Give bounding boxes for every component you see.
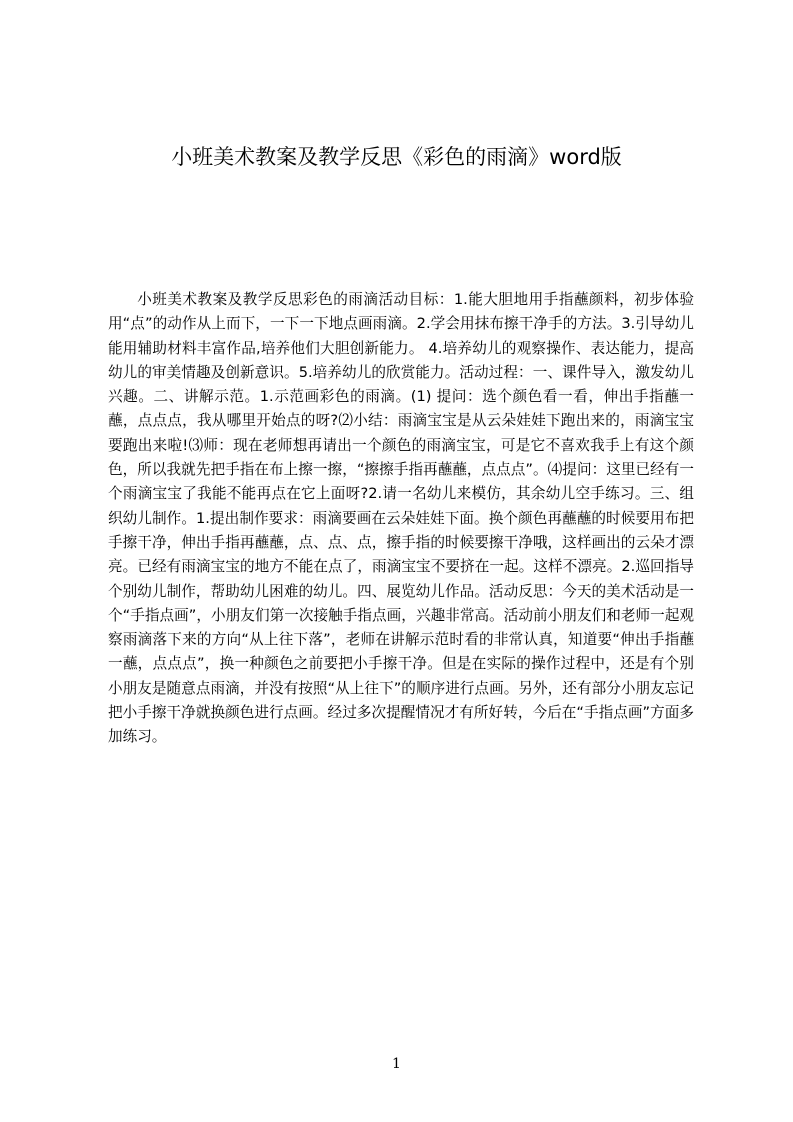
document-body-paragraph: 小班美术教案及教学反思彩色的雨滴活动目标：1.能大胆地用手指蘸颜料，初步体验用“点”的动作从上而下，一下一下地点画雨滴。2.学会用抹布擦干净手的方法。3.引导幼儿能用辅助材料丰富作品,培养他们大胆创新能力。 4.培养幼儿的观察操作、表达能力，提高幼儿的审美情趣及创新意识。5.培养幼儿的欣赏能力。活动过程：一、课件导入，激发幼儿兴趣。二、讲解示范。1.示范画彩色的雨滴。(1) 提问：选个颜色看一看，伸出手指蘸一蘸，点点点，我从哪里开始点的呀?⑵小结：雨滴宝宝是从云朵娃娃下跑出来的，雨滴宝宝要跑出来啦!⑶师：现在老师想再请出一个颜色的雨滴宝宝，可是它不喜欢我手上有这个颜色，所以我就先把手指在布上擦一擦，“擦擦手指再蘸蘸，点点点”。⑷提问：这里已经有一个雨滴宝宝了我能不能再点在它上面呀?2.请一名幼儿来模仿，其余幼儿空手练习。三、组织幼儿制作。1.提出制作要求：雨滴要画在云朵娃娃下面。换个颜色再蘸蘸的时候要用布把手擦干净，伸出手指再蘸蘸，点、点、点，擦手指的时候要擦干净哦，这样画出的云朵才漂亮。已经有雨滴宝宝的地方不能在点了，雨滴宝宝不要挤在一起。这样不漂亮。2.巡回指导个别幼儿制作，帮助幼儿困难的幼儿。四、展览幼儿作品。活动反思：今天的美术活动是一个“手指点画”，小朋友们第一次接触手指点画，兴趣非常高。活动前小朋友们和老师一起观察雨滴落下来的方向“从上往下落”，老师在讲解示范时看的非常认真，知道要“伸出手指蘸一蘸，点点点”，换一种颜色之前要把小手擦干净。但是在实际的操作过程中，还是有个别小朋友是随意点雨滴，并没有按照“从上往下”的顺序进行点画。另外，还有部分小朋友忘记把小手擦干净就换颜色进行点画。经过多次提醒情况才有所好转，今后在“手指点画”方面多加练习。	[108, 291, 694, 746]
document-title: 小班美术教案及教学反思《彩色的雨滴》word版	[171, 145, 622, 169]
page-number: 1	[392, 1056, 401, 1072]
